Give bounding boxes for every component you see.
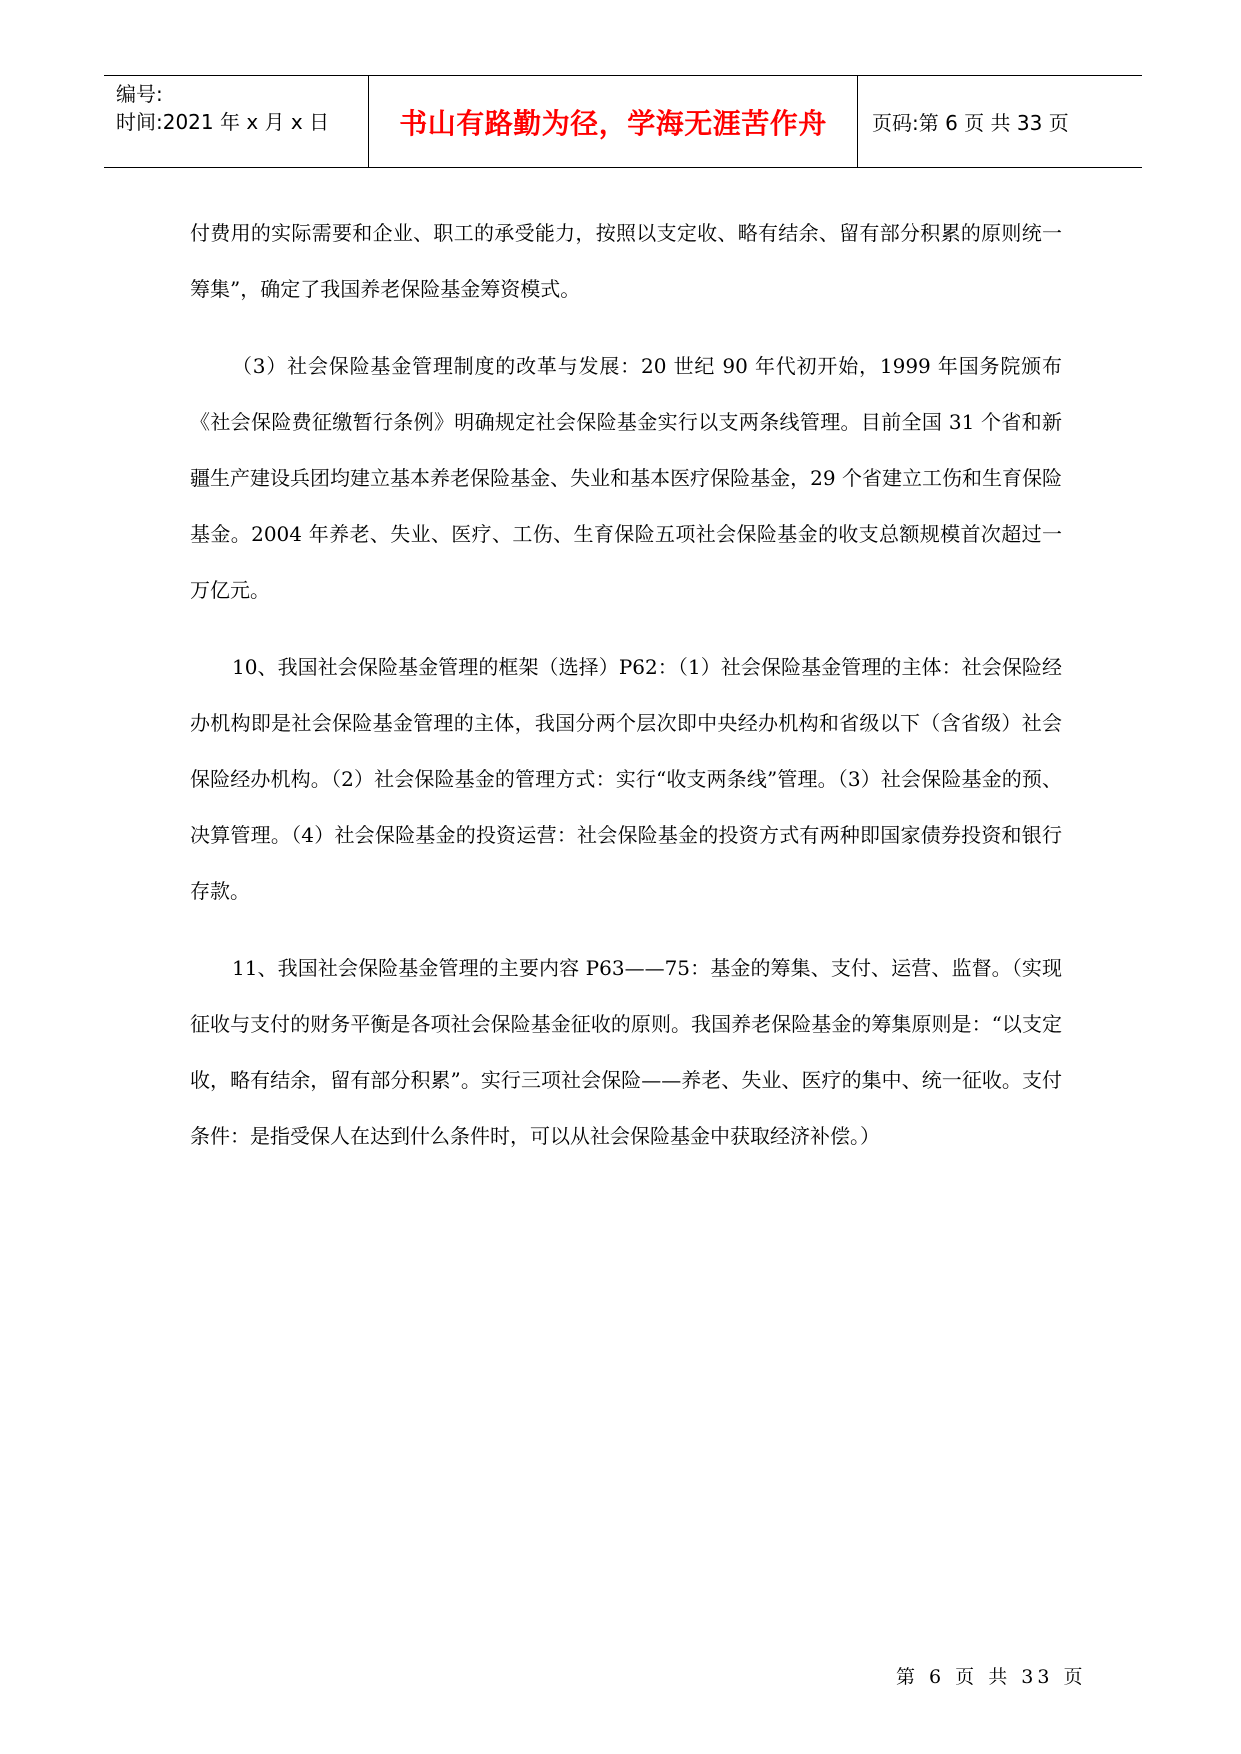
- paragraph-2: （3）社会保险基金管理制度的改革与发展：20 世纪 90 年代初开始，1999 年国务院颁布《社会保险费征缴暂行条例》明确规定社会保险基金实行以支两条线管理。目前全国 31 个省和新疆生产建设兵团均建立基本养老保险基金、失业和基本医疗保险基金，29 个省建立工伤和生育保险基金。2004 年养老、失业、医疗、工伤、生育保险五项社会保险基金的收支总额规模首次超过一万亿元。: [190, 354, 1062, 602]
- document-number-label: 编号:: [116, 82, 163, 106]
- document-time-label: 时间:2021 年 x 月 x 日: [116, 110, 330, 134]
- paragraph-4: 11、我国社会保险基金管理的主要内容 P63——75：基金的筹集、支付、运营、监督。（实现征收与支付的财务平衡是各项社会保险基金征收的原则。我国养老保险基金的筹集原则是：“以支定收，略有结余，留有部分积累”。实行三项社会保险——养老、失业、医疗的集中、统一征收。支付条件：是指受保人在达到什么条件时，可以从社会保险基金中获取经济补偿。）: [190, 956, 1062, 1148]
- page-footer: 第 6 页 共 33 页: [896, 1666, 1087, 1688]
- header-meta: [104, 76, 369, 167]
- page-header: [104, 75, 1142, 168]
- document-body: [190, 205, 1062, 1185]
- header-motto: 书山有路勤为径，学海无涯苦作舟: [369, 76, 858, 167]
- header-page-info: 页码:第 6 页 共 33 页: [872, 111, 1069, 135]
- paragraph-1: 付费用的实际需要和企业、职工的承受能力，按照以支定收、略有结余、留有部分积累的原则统一筹集”，确定了我国养老保险基金筹资模式。: [190, 221, 1062, 301]
- paragraph-3: 10、我国社会保险基金管理的框架（选择）P62：（1）社会保险基金管理的主体：社会保险经办机构即是社会保险基金管理的主体，我国分两个层次即中央经办机构和省级以下（含省级）社会保险经办机构。（2）社会保险基金的管理方式：实行“收支两条线”管理。（3）社会保险基金的预、决算管理。（4）社会保险基金的投资运营：社会保险基金的投资方式有两种即国家债券投资和银行存款。: [190, 655, 1062, 903]
